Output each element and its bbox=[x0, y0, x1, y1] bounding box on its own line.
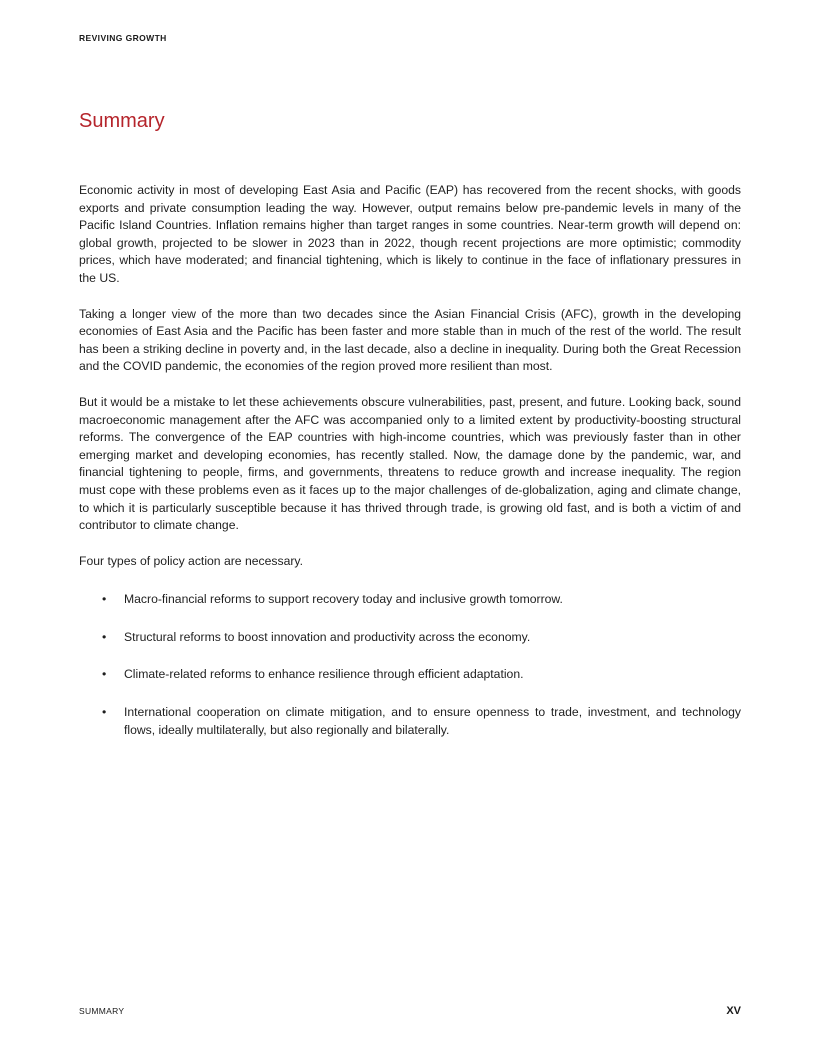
body-text bbox=[79, 182, 741, 759]
running-footer: SUMMARY bbox=[79, 1006, 125, 1016]
bullet-icon: • bbox=[102, 705, 107, 720]
running-header: REVIVING GROWTH bbox=[79, 33, 167, 43]
bullet-icon: • bbox=[102, 592, 107, 607]
list-item bbox=[79, 629, 741, 647]
list-item bbox=[79, 591, 741, 609]
bullet-icon: • bbox=[102, 667, 107, 682]
list-item bbox=[79, 666, 741, 684]
paragraph-2: Taking a longer view of the more than two decades since the Asian Financial Crisis (AFC), growth in the developing economies of East Asia and the Pacific has been faster and more stable than in much of the rest of the world. The result has been a striking decline in poverty and, in the last decade, also a decline in inequality. During both the Great Recession and the COVID pandemic, the economies of the region proved more resilient than most. bbox=[79, 306, 741, 374]
policy-action-list bbox=[79, 591, 741, 739]
bullet-icon: • bbox=[102, 629, 107, 644]
list-item-text: International cooperation on climate mitigation, and to ensure openness to trade, investment, and technology flows, ideally multilaterally, but also regionally and bilaterally. bbox=[124, 705, 741, 737]
list-item bbox=[79, 704, 741, 739]
list-item-text: Climate-related reforms to enhance resilience through efficient adaptation. bbox=[124, 667, 524, 682]
page-title: Summary bbox=[79, 110, 165, 132]
list-item-text: Macro-financial reforms to support recovery today and inclusive growth tomorrow. bbox=[124, 592, 563, 607]
policy-lead-paragraph: Four types of policy action are necessary. bbox=[79, 553, 303, 568]
paragraph-1: Economic activity in most of developing East Asia and Pacific (EAP) has recovered from the recent shocks, with goods exports and private consumption leading the way. However, output remains below pre-pandemic levels in many of the Pacific Island Countries. Inflation remains higher than target ranges in some countries. Near-term growth will depend on: global growth, projected to be slower in 2023 than in 2022, though recent projections are more optimistic; commodity prices, which have moderated; and financial tightening, which is likely to continue in the face of inflationary pressures in the US. bbox=[79, 183, 741, 285]
paragraph-3: But it would be a mistake to let these achievements obscure vulnerabilities, past, present, and future. Looking back, sound macroeconomic management after the AFC was accompanied only to a limited extent by productivity-boosting structural reforms. The convergence of the EAP countries with high-income countries, which was previously faster than in other emerging market and developing economies, has recently stalled. Now, the damage done by the pandemic, war, and financial tightening to people, firms, and governments, threatens to reduce growth and increase inequality. The region must cope with these problems even as it faces up to the major challenges of de-globalization, aging and climate change, to which it is particularly susceptible because it has thrived through trade, is growing old fast, and is both a victim of and contributor to climate change. bbox=[79, 394, 741, 533]
list-item-text: Structural reforms to boost innovation and productivity across the economy. bbox=[124, 629, 531, 644]
page-number: XV bbox=[726, 1005, 741, 1017]
